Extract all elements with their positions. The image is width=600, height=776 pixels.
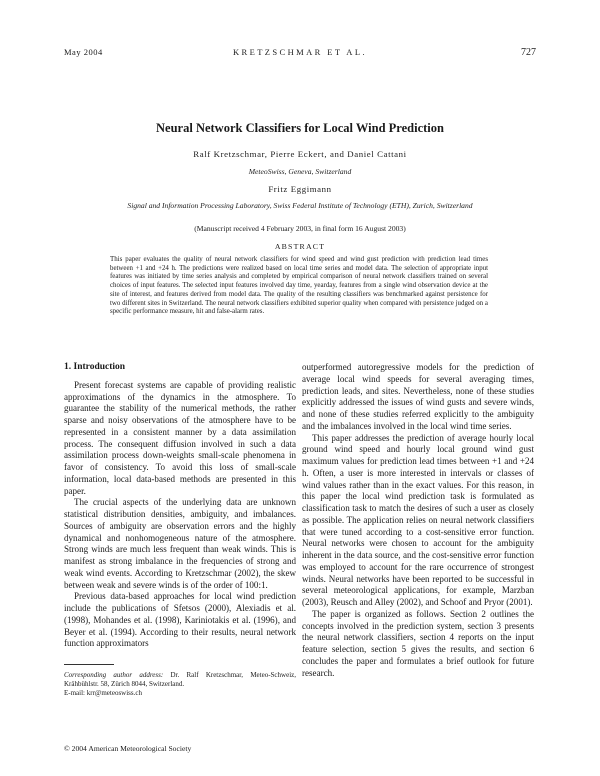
footnote-separator bbox=[64, 664, 114, 665]
footnote-label: Corresponding author address: bbox=[64, 671, 164, 679]
paragraph: The crucial aspects of the underlying data are unknown statistical distribution densities, ambiguity, and imbalances. Sources of ambiguity are observation errors and the highly dynamical and nonhomogeneous nature of the atmosphere. Strong winds are much less frequent than weak winds. This is manifest as strong imbalance in the frequencies of strong and weak wind events. According to Kretzschmar (2002), the skew between weak and severe winds is of the order of 100:1. bbox=[64, 497, 296, 590]
footnote-corresponding-author bbox=[64, 671, 296, 699]
running-header-authors: KRETZSCHMAR ET AL. bbox=[233, 47, 367, 57]
section-heading-introduction: 1. Introduction bbox=[64, 362, 126, 372]
affiliation-meteoswiss: MeteoSwiss, Geneva, Switzerland bbox=[248, 167, 352, 176]
paper-title: Neural Network Classifiers for Local Wind Prediction bbox=[156, 121, 444, 135]
paragraph: Previous data-based approaches for local wind prediction include the publications of Sfetsos (2000), Alexiadis et al. (1998), Mohandes et al. (1998), Kariniotakis et al. (1996), and Beyer et al. (1994). According to their results, neural network function approximators bbox=[64, 591, 296, 649]
manuscript-dates: (Manuscript received 4 February 2003, in final form 16 August 2003) bbox=[194, 224, 406, 233]
author-list-secondary: Fritz Eggimann bbox=[268, 184, 332, 194]
left-column bbox=[64, 362, 296, 650]
right-column bbox=[302, 362, 534, 679]
paragraph: The paper is organized as follows. Section 2 outlines the concepts involved in the prediction system, section 3 presents the neural network classifiers, section 4 reports on the input feature selection, section 5 gives the results, and section 6 concludes the paper and formulates a brief outlook for future research. bbox=[302, 608, 534, 678]
footnote-address: Dr. Ralf Kretzschmar, Meteo-Schweiz, Krähbühlstr. 58, Zürich 8044, Switzerland. bbox=[64, 671, 296, 689]
paragraph: outperformed autoregressive models for the prediction of average local wind speeds for several averaging times, prediction leads, and sites. Nevertheless, none of these studies explicitly addressed the issues of wind gusts and severe winds, and none of these studies referred explicitly to the ambiguity and the imbalances involved in the local wind time series. bbox=[302, 362, 534, 431]
paragraph: This paper addresses the prediction of average hourly local ground wind speed and hourly local ground wind gust maximum values for prediction lead times between +1 and +24 h. Often, a user is more interested in intervals or classes of wind values rather than in the exact values. For this reason, in this paper the local wind prediction task is formulated as classification task to match the desires of such a user as closely as possible. The application relies on neural network classifiers that were tuned according to a cost-sensitive error function. Neural networks were chosen to account for the ambiguity inherent in the data source, and the cost-sensitive error function was employed to account for the rare occurrence of strongest winds. Neural networks have been reported to be successful in several meteorological applications, for example, Marzban (2003), Reusch and Alley (2002), and Schoof and Pryor (2001). bbox=[302, 432, 534, 607]
running-header-date: May 2004 bbox=[64, 47, 103, 57]
author-list-primary: Ralf Kretzschmar, Pierre Eckert, and Daniel Cattani bbox=[193, 149, 407, 159]
copyright-notice: © 2004 American Meteorological Society bbox=[64, 744, 192, 753]
page-number: 727 bbox=[521, 47, 536, 58]
paragraph: Present forecast systems are capable of providing realistic approximations of the dynamics in the atmosphere. To guarantee the stability of the numerical methods, the rather sparse and noisy observations of the atmosphere have to be represented in a consistent manner by a data assimilation process. The consequent diffusion involved in such a data assimilation process down-weights small-scale phenomena in favor of consistency. To avoid this loss of small-scale information, local data-based methods are presented in this paper. bbox=[64, 379, 296, 496]
abstract-text: This paper evaluates the quality of neural network classifiers for wind speed and wind gust prediction with prediction lead times between +1 and +24 h. The predictions were realized based on local time series and model data. The selection of appropriate input features was initiated by time series analysis and completed by empirical comparison of neural network classifiers trained on several choices of input features. The selected input features involved day time, yearday, features from a single wind observation device at the site of interest, and features derived from model data. The quality of the resulting classifiers was benchmarked against persistence for two different sites in Switzerland. The neural network classifiers exhibited superior quality when compared with persistence judged on a specific performance measure, hit and false-alarm rates. bbox=[110, 256, 488, 316]
affiliation-eth: Signal and Information Processing Laboratory, Swiss Federal Institute of Technology (ETH), Zurich, Switzerland bbox=[127, 201, 473, 210]
footnote-email: E-mail: krr@meteoswiss.ch bbox=[64, 689, 142, 698]
abstract-heading: ABSTRACT bbox=[274, 242, 326, 251]
